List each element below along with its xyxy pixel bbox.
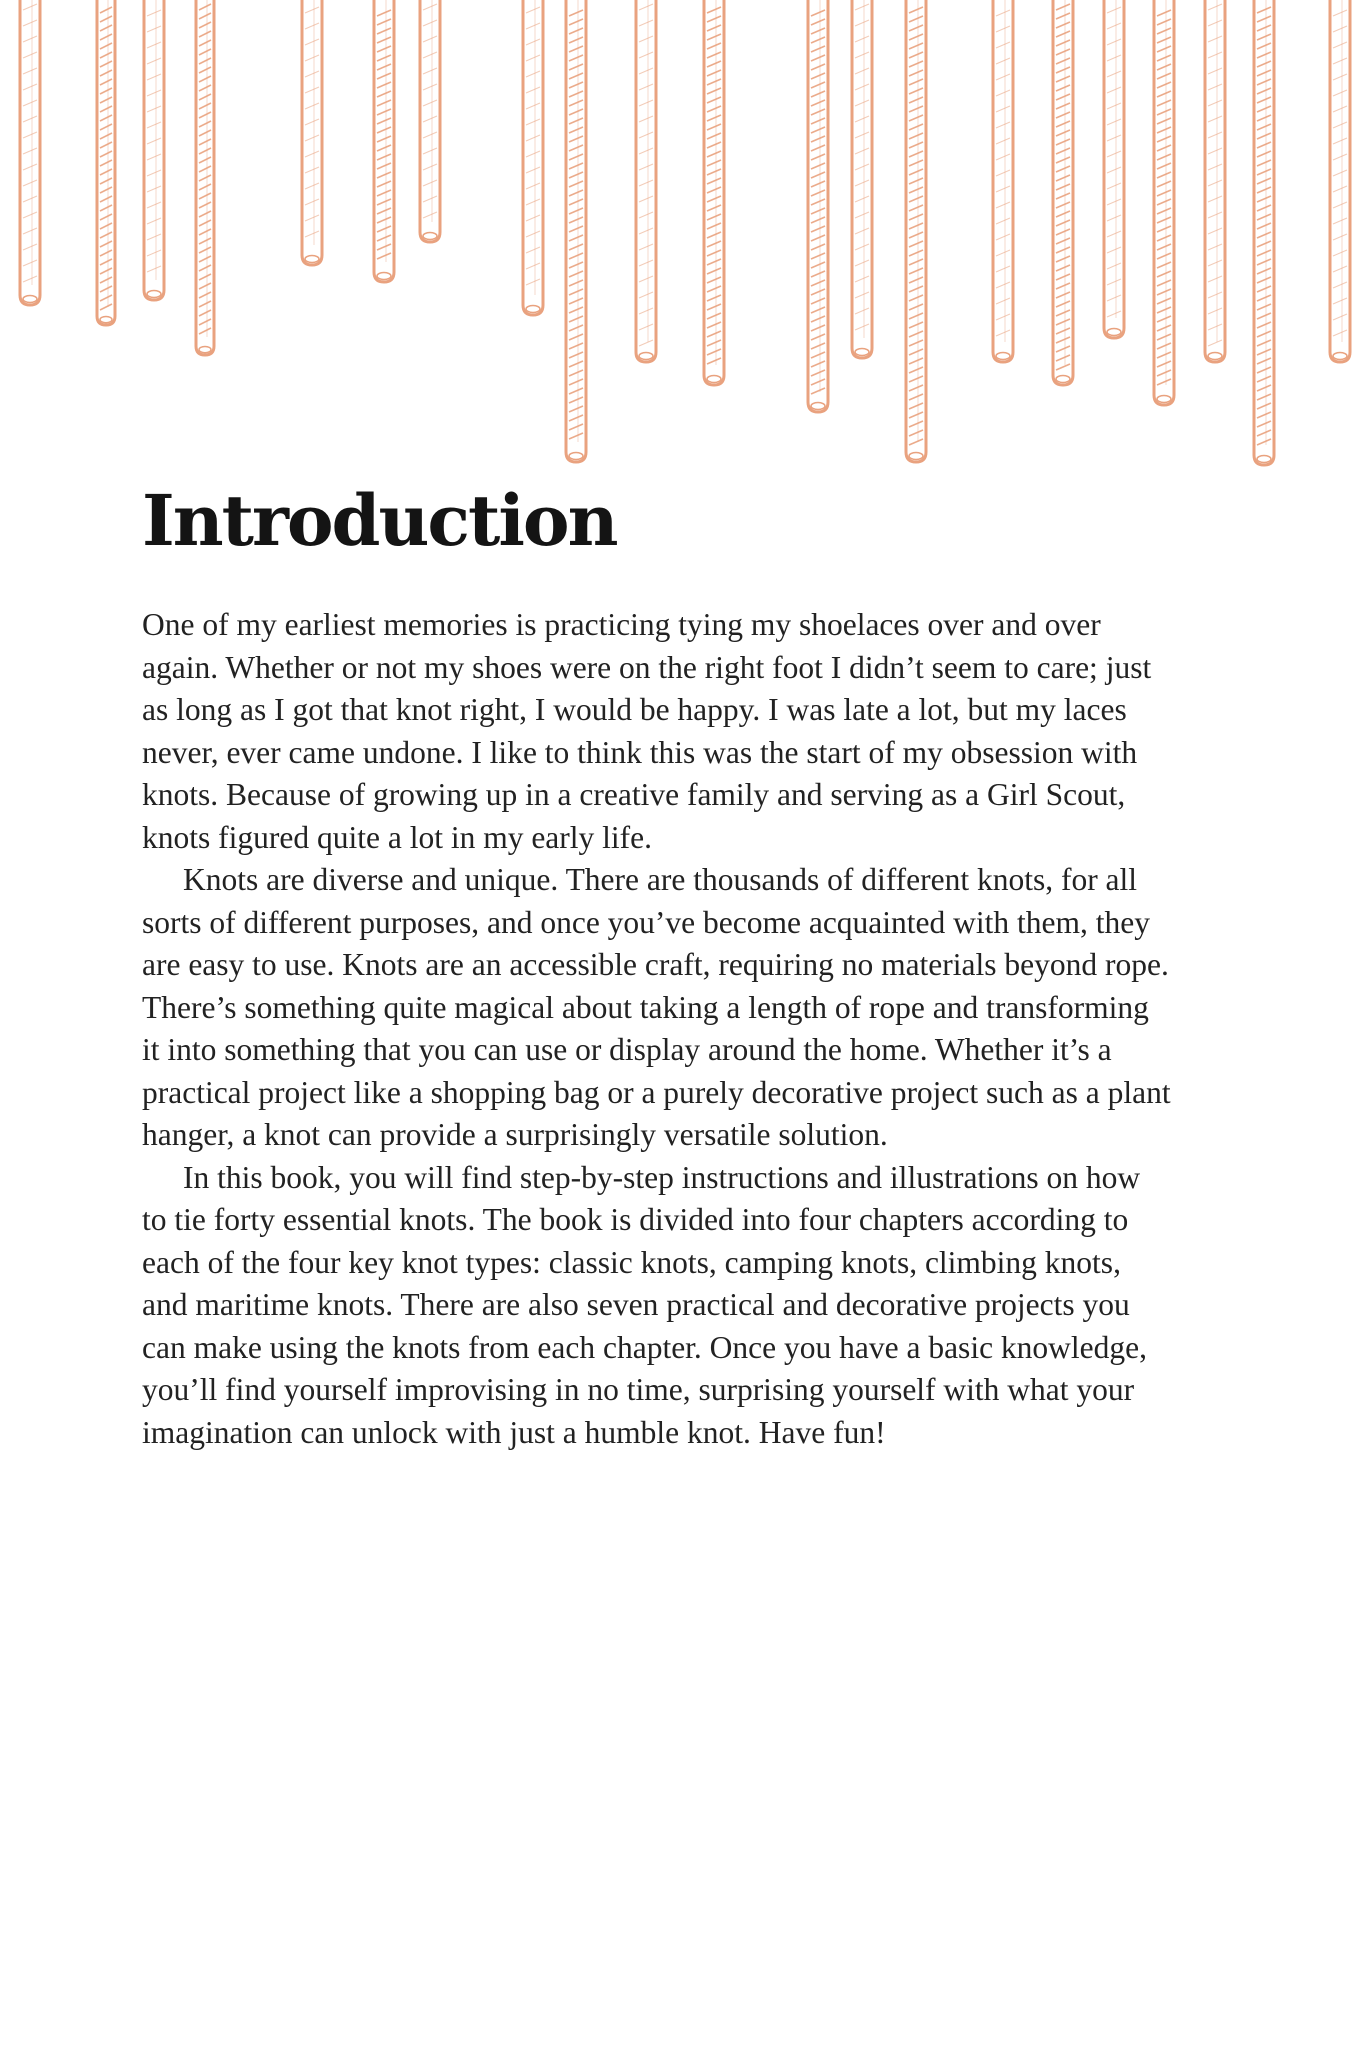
rope: [97, 0, 115, 325]
p3-line: each of the four key knot types: classic knots, camping knots, climbing knots,: [142, 1244, 1121, 1280]
rope: [374, 0, 394, 282]
rope: [566, 0, 586, 462]
rope: [1104, 0, 1124, 338]
rope: [196, 0, 214, 355]
p2-line: There’s something quite magical about taking a length of rope and transforming: [142, 989, 1149, 1025]
p2-line: are easy to use. Knots are an accessible craft, requiring no materials beyond rope.: [142, 947, 1169, 982]
p3-line: to tie forty essential knots. The book is divided into four chapters according to: [142, 1202, 1129, 1237]
p2-line: it into something that you can use or display around the home. Whether it’s a: [142, 1032, 1112, 1067]
rope: [302, 0, 322, 265]
rope: [144, 0, 164, 300]
rope: [1154, 0, 1174, 405]
hanging-ropes-illustration: [0, 0, 1365, 480]
p3-line: and maritime knots. There are also seven practical and decorative projects you: [142, 1287, 1130, 1322]
rope: [808, 0, 828, 412]
p1-line: as long as I got that knot right, I would be happy. I was late a lot, but my laces: [142, 692, 1127, 727]
rope: [523, 0, 543, 315]
rope: [1053, 0, 1073, 385]
rope: [993, 0, 1013, 362]
rope: [704, 0, 724, 385]
rope: [906, 0, 926, 462]
p1-line: One of my earliest memories is practicing tying my shoelaces over and over: [142, 607, 1101, 642]
rope: [852, 0, 872, 358]
p3-line: can make using the knots from each chapter. Once you have a basic knowledge,: [142, 1329, 1148, 1365]
rope: [1330, 0, 1350, 362]
rope: [1254, 0, 1274, 465]
rope: [1205, 0, 1225, 362]
rope: [636, 0, 656, 362]
p1-line: never, ever came undone. I like to think this was the start of my obsession with: [142, 734, 1138, 770]
p3-line: you’ll find yourself improvising in no time, surprising yourself with what your: [142, 1372, 1135, 1407]
p2-line: hanger, a knot can provide a surprisingly versatile solution.: [142, 1117, 888, 1152]
p2-line: practical project like a shopping bag or a purely decorative project such as a plant: [142, 1074, 1171, 1110]
p3-line: imagination can unlock with just a humble knot. Have fun!: [142, 1414, 886, 1450]
p1-line: knots figured quite a lot in my early life.: [142, 819, 652, 855]
rope: [20, 0, 40, 305]
p1-line: again. Whether or not my shoes were on the right foot I didn’t seem to care; just: [142, 649, 1152, 685]
page-title: Introduction: [142, 479, 617, 562]
rope: [420, 0, 440, 242]
p3-line: In this book, you will find step-by-step instructions and illustrations on how: [183, 1159, 1141, 1195]
p1-line: knots. Because of growing up in a creative family and serving as a Girl Scout,: [142, 777, 1126, 812]
p2-line: Knots are diverse and unique. There are thousands of different knots, for all: [183, 862, 1138, 897]
p2-line: sorts of different purposes, and once you’ve become acquainted with them, they: [142, 904, 1150, 940]
body-text: [142, 604, 1222, 1454]
